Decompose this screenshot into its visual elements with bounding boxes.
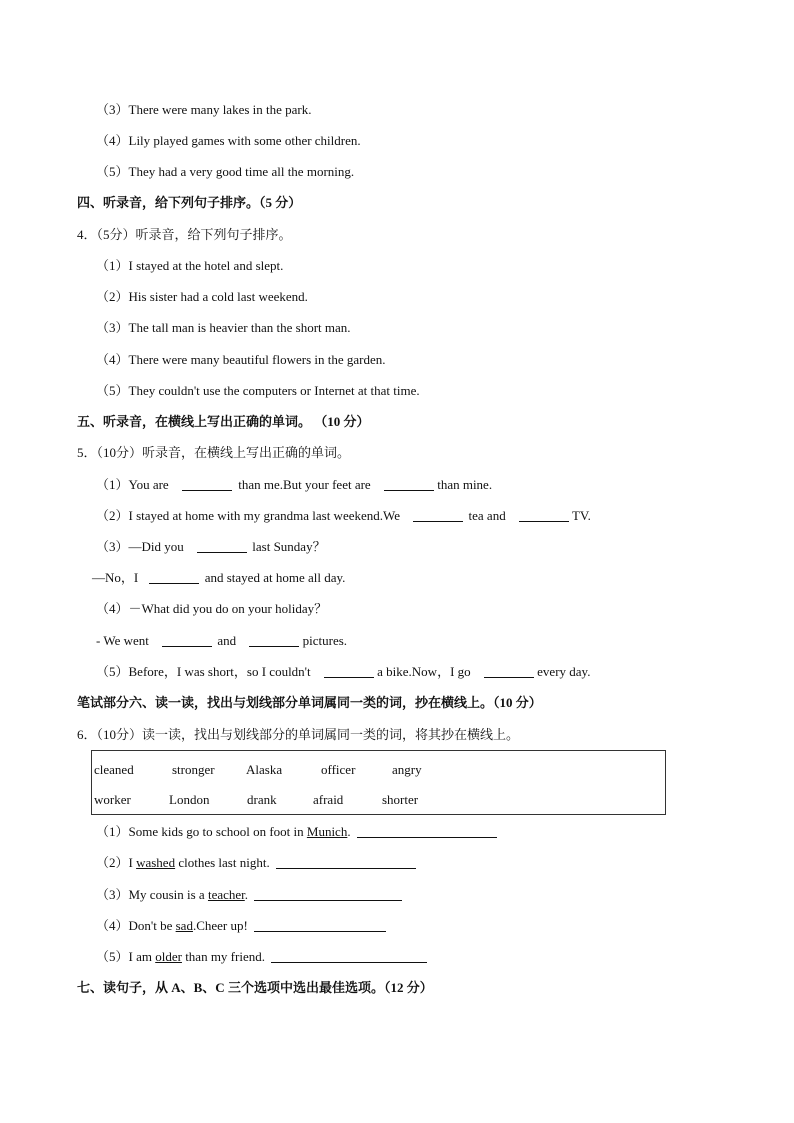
word-bank-word: officer (321, 762, 356, 777)
answer-blank[interactable] (357, 824, 497, 838)
section-7-title: 七、读句子，从 A、B、C 三个选项中选出最佳选项。（12 分） (77, 980, 433, 995)
underlined-word: Munich (306, 824, 348, 839)
answer-blank[interactable] (162, 633, 212, 647)
text: （2）I (96, 855, 137, 870)
item-3-3: （3）There were many lakes in the park. (96, 102, 312, 117)
text: （4）Don't be (96, 918, 176, 933)
text: . (244, 887, 249, 902)
word-bank (91, 750, 666, 815)
section-4-title: 四、听录音，给下列句子排序。（5 分） (77, 195, 302, 210)
item-5-3a (96, 538, 326, 556)
answer-blank[interactable] (276, 855, 416, 869)
word-bank-word: stronger (172, 762, 215, 777)
text: every day. (537, 664, 591, 679)
text: （2）I stayed at home with my grandma last weekend.We (96, 508, 401, 523)
text: than my friend. (181, 949, 265, 964)
section-6-title: 笔试部分六、读一读，找出与划线部分单词属同一类的词，抄在横线上。（10 分） (77, 695, 542, 710)
item-4-2: （2）His sister had a cold last weekend. (96, 289, 308, 304)
text: （5）Before，I was short，so I couldn't (96, 664, 311, 679)
item-6-2 (96, 854, 416, 872)
word-bank-word: worker (94, 792, 131, 807)
text: than me.But your feet are (238, 477, 371, 492)
item-4-3: （3）The tall man is heavier than the short man. (96, 320, 351, 335)
answer-blank[interactable] (271, 949, 427, 963)
item-5-4b (92, 632, 347, 650)
item-4-1: （1）I stayed at the hotel and slept. (96, 258, 284, 273)
underlined-word: washed (136, 855, 176, 870)
answer-blank[interactable] (384, 477, 434, 491)
word-bank-word: Alaska (246, 762, 283, 777)
text: —No，I (92, 570, 139, 585)
item-6-1 (96, 823, 497, 841)
text: .Cheer up! (192, 918, 248, 933)
text: （1）You are (96, 477, 169, 492)
answer-blank[interactable] (249, 633, 299, 647)
text: and (217, 633, 237, 648)
text: （3）My cousin is a (96, 887, 208, 902)
section-5-title: 五、听录音，在横线上写出正确的单词。 （10 分） (77, 414, 370, 429)
item-6-5 (96, 948, 427, 966)
text: pictures. (302, 633, 348, 648)
word-bank-word: cleaned (94, 762, 134, 777)
answer-blank[interactable] (519, 508, 569, 522)
text: and stayed at home all day. (204, 570, 346, 585)
question-4: 4．（5分）听录音，给下列句子排序。 (77, 227, 292, 242)
underlined-word: teacher (207, 887, 245, 902)
text: last Sunday？ (252, 539, 326, 554)
underlined-word: older (155, 949, 182, 964)
text: （5）I am (96, 949, 156, 964)
answer-blank[interactable] (197, 539, 247, 553)
word-bank-word: shorter (382, 792, 419, 807)
item-5-2 (96, 507, 591, 525)
item-5-5 (96, 663, 590, 681)
answer-blank[interactable] (484, 664, 534, 678)
question-5: 5．（10分）听录音，在横线上写出正确的单词。 (77, 445, 351, 460)
item-4-5: （5）They couldn't use the computers or Internet at that time. (96, 383, 420, 398)
word-bank-word: London (169, 792, 210, 807)
question-6: 6．（10分）读一读，找出与划线部分的单词属同一类的词，将其抄在横线上。 (77, 727, 520, 742)
text: （1）Some kids go to school on foot in (96, 824, 307, 839)
item-3-4: （4）Lily played games with some other children. (96, 133, 361, 148)
answer-blank[interactable] (254, 918, 386, 932)
item-5-4a: （4）－What did you do on your holiday？ (96, 601, 328, 616)
word-bank-word: afraid (313, 792, 344, 807)
text: TV. (571, 508, 591, 523)
text: tea and (468, 508, 506, 523)
answer-blank[interactable] (149, 570, 199, 584)
text: （3）—Did you (96, 539, 184, 554)
word-bank-word: angry (392, 762, 422, 777)
underlined-word: sad (175, 918, 193, 933)
text: than mine. (437, 477, 493, 492)
item-5-3b (92, 569, 345, 587)
word-bank-word: drank (247, 792, 277, 807)
answer-blank[interactable] (413, 508, 463, 522)
answer-blank[interactable] (324, 664, 374, 678)
item-6-3 (96, 886, 402, 904)
item-4-4: （4）There were many beautiful flowers in the garden. (96, 352, 386, 367)
answer-blank[interactable] (254, 887, 402, 901)
text: a bike.Now，I go (377, 664, 471, 679)
text: clothes last night. (175, 855, 270, 870)
text: . (347, 824, 351, 839)
answer-blank[interactable] (182, 477, 232, 491)
item-3-5: （5）They had a very good time all the morning. (96, 164, 355, 179)
item-5-1 (96, 476, 492, 494)
text: - We went (96, 633, 149, 648)
item-6-4 (96, 917, 386, 935)
